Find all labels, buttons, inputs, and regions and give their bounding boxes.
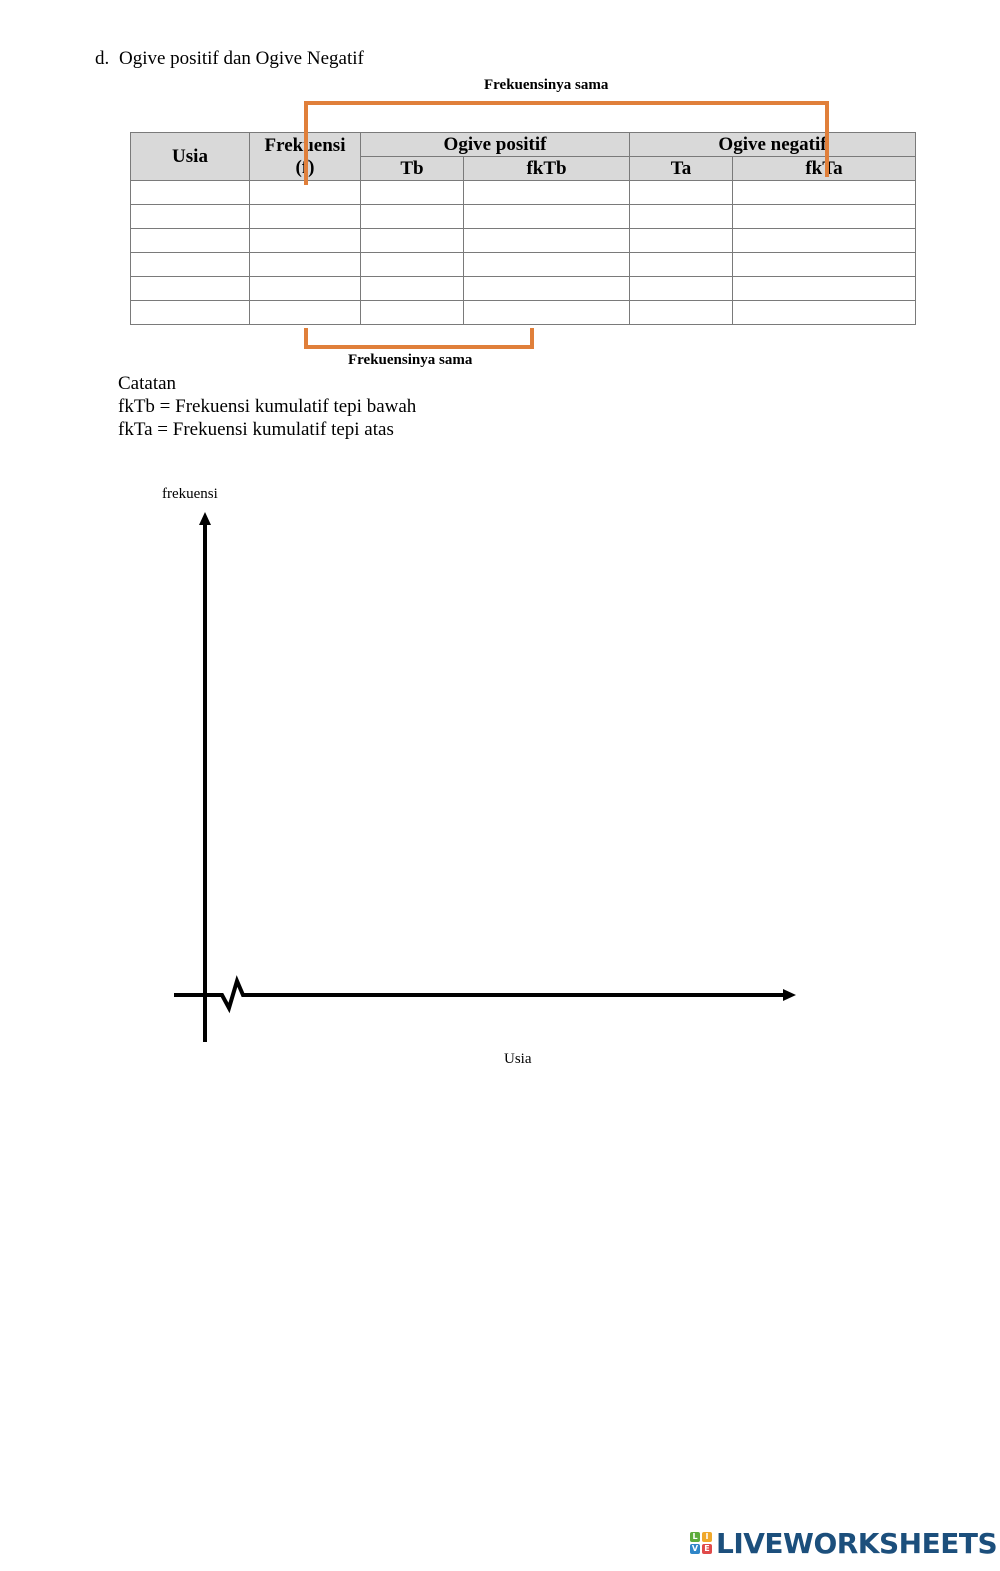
notes-title: Catatan xyxy=(118,373,177,394)
y-axis-arrow-icon xyxy=(199,512,211,525)
header-ta: Ta xyxy=(630,157,733,181)
section-marker: d. xyxy=(95,48,110,69)
notes-fkta: fkTa = Frekuensi kumulatif tepi atas xyxy=(118,419,394,440)
graph-x-label: Usia xyxy=(504,1051,532,1067)
brand-logo-letter: L xyxy=(690,1532,700,1542)
header-tb: Tb xyxy=(361,157,464,181)
annotation-bottom: Frekuensinya sama xyxy=(348,352,473,368)
annotation-top: Frekuensinya sama xyxy=(484,77,609,93)
header-frekuensi-line1: Frekuensi xyxy=(264,134,346,156)
x-axis-break xyxy=(174,981,786,1008)
graph-y-label: frekuensi xyxy=(162,486,218,502)
header-ogive-negatif: Ogive negatif xyxy=(630,133,916,157)
header-frekuensi-line2: (f) xyxy=(295,156,315,178)
brand-name: LIVEWORKSHEETS xyxy=(716,1526,998,1560)
section-title: Ogive positif dan Ogive Negatif xyxy=(119,48,364,69)
header-usia: Usia xyxy=(131,133,250,181)
brand-logo-letter: E xyxy=(702,1544,712,1554)
header-fkta: fkTa xyxy=(733,157,916,181)
x-axis-arrow-icon xyxy=(783,989,796,1001)
brand-logo-letter: I xyxy=(702,1532,712,1542)
header-ogive-positif: Ogive positif xyxy=(361,133,630,157)
brand-logo-icon xyxy=(690,1532,712,1554)
header-fktb: fkTb xyxy=(464,157,630,181)
brand-logo xyxy=(690,1525,997,1561)
notes-fktb: fkTb = Frekuensi kumulatif tepi bawah xyxy=(118,396,417,417)
brand-logo-letter: V xyxy=(691,1544,699,1553)
